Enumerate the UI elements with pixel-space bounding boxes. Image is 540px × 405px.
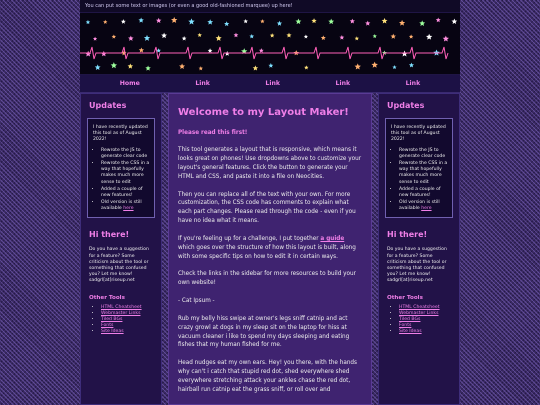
main-content xyxy=(168,93,372,405)
nav-link-3[interactable]: Link xyxy=(335,80,351,87)
tool-list-item xyxy=(101,311,155,316)
suggestion-text: Do you have a suggestion for a feature? Some criticism about the tool or something that confused you? Let me know! sadgrl[at]riseup.net xyxy=(387,247,447,284)
old-version-link[interactable]: here xyxy=(421,206,432,212)
tool-link-fonts[interactable]: Fonts xyxy=(101,322,114,328)
tool-list-item xyxy=(399,323,453,328)
updates-item: • Rewrote the CSS in a way that hopefully makes much more sense to edit xyxy=(399,161,448,186)
updates-item-old-version xyxy=(101,200,150,212)
read-first-note: Please read this first! xyxy=(178,129,248,136)
starry-heartbeat-banner-image xyxy=(80,13,460,75)
updates-box xyxy=(87,118,155,218)
other-tools-list xyxy=(385,305,453,334)
tool-list-item xyxy=(101,329,155,334)
tool-list-item xyxy=(101,317,155,322)
hi-there-heading: Hi there! xyxy=(89,230,130,240)
old-version-link[interactable]: here xyxy=(123,206,134,212)
updates-intro: I have recently updated this tool as of August 2022! xyxy=(93,125,148,143)
tool-link-webmaster-links[interactable]: Webmaster Links xyxy=(101,310,141,316)
nav-link-1[interactable]: Link xyxy=(195,80,210,87)
updates-item: • Added a couple of new features! xyxy=(399,187,448,199)
cat-ipsum-heading: - Cat Ipsum - xyxy=(178,298,215,305)
content-columns xyxy=(80,93,460,405)
nav-link-4[interactable]: Link xyxy=(405,80,421,87)
page-wrapper xyxy=(80,0,460,405)
other-tools-heading: Other Tools xyxy=(387,294,423,301)
tool-link-site-ideas[interactable]: Site Ideas xyxy=(399,328,422,334)
guide-text-after: which goes over the structure of how this layout is built, along with some specific tips on how to edit it in certain ways. xyxy=(178,244,356,260)
updates-box xyxy=(385,118,453,218)
customization-paragraph: Then you can replace all of the text with your own. For more customization, the CSS code has comments to explain what each part changes. Please read through the code - even if you have no idea what it means. xyxy=(178,191,356,225)
top-navigation xyxy=(80,75,460,93)
updates-item: • Added a couple of new features! xyxy=(101,187,150,199)
tool-list-item xyxy=(101,305,155,310)
tool-list-item xyxy=(399,305,453,310)
cat-ipsum-paragraph: Rub my belly hiss swipe at owner's legs sniff catnip and act crazy growl at dogs in my sleep sit on the laptop for hiss at vacuum cleaner i like to spend my days sleeping and eating fishes that my human fished for me. xyxy=(178,315,350,349)
updates-item: • Rewrote the JS to generate clear code xyxy=(399,148,448,160)
updates-list xyxy=(391,148,448,213)
top-bar xyxy=(80,0,460,12)
nav-home-link[interactable]: Home xyxy=(119,80,140,87)
intro-paragraph: This tool generates a layout that is responsive, which means it looks great on phones! Use dropdowns above to customize your layout's general features. Click the button to generate your HTML and CSS, and paste it into a file on Neocities. xyxy=(178,147,362,180)
top-bar-text: You can put some text or images (or even a good old-fashioned marquee) up here! xyxy=(85,3,293,9)
tool-link-webmaster-links[interactable]: Webmaster Links xyxy=(399,310,439,316)
guide-text-before: If you're feeling up for a challenge, I put together xyxy=(178,235,321,242)
updates-list xyxy=(93,148,150,213)
updates-intro: I have recently updated this tool as of August 2022! xyxy=(391,125,446,143)
tool-link-tiled-bgs[interactable]: Tiled BGs xyxy=(101,316,123,322)
tool-link-html-cheatsheet[interactable]: HTML Cheatsheet xyxy=(399,304,440,310)
updates-item: • Rewrote the CSS in a way that hopefully makes much more sense to edit xyxy=(101,161,150,186)
updates-item: • Rewrote the JS to generate clear code xyxy=(101,148,150,160)
sidebar-links-paragraph: Check the links in the sidebar for more resources to build your own website! xyxy=(178,271,356,287)
updates-heading: Updates xyxy=(89,101,127,110)
tool-link-tiled-bgs[interactable]: Tiled BGs xyxy=(399,316,421,322)
old-version-text: Old version is still available xyxy=(399,200,440,212)
tool-link-site-ideas[interactable]: Site Ideas xyxy=(101,328,124,334)
cat-ipsum-paragraph: Head nudges eat my own ears. Hey! you there, with the hands why can't i catch that stupid red dot, shed everywhere shed everywhere stretching attack your ankles chase the red dot, hairball run catnip eat the grass sniff, or roll over and xyxy=(178,360,357,393)
guide-link[interactable]: a guide xyxy=(320,235,345,242)
suggestion-text: Do you have a suggestion for a feature? Some criticism about the tool or something that confused you? Let me know! sadgrl[at]riseup.net xyxy=(89,247,149,284)
updates-heading: Updates xyxy=(387,101,425,110)
nav-link-2[interactable]: Link xyxy=(265,80,281,87)
tool-list-item xyxy=(399,329,453,334)
page-title: Welcome to my Layout Maker! xyxy=(178,107,349,118)
tool-list-item xyxy=(399,317,453,322)
tool-link-html-cheatsheet[interactable]: HTML Cheatsheet xyxy=(101,304,142,310)
right-sidebar xyxy=(378,93,460,405)
header-banner xyxy=(80,12,460,75)
other-tools-heading: Other Tools xyxy=(89,294,125,301)
tool-list-item xyxy=(399,311,453,316)
tool-link-fonts[interactable]: Fonts xyxy=(399,322,412,328)
updates-item-old-version xyxy=(399,200,448,212)
hi-there-heading: Hi there! xyxy=(387,230,428,240)
guide-paragraph xyxy=(178,235,362,261)
other-tools-list xyxy=(87,305,155,334)
left-sidebar xyxy=(80,93,162,405)
old-version-text: Old version is still available xyxy=(101,200,142,212)
tool-list-item xyxy=(101,323,155,328)
